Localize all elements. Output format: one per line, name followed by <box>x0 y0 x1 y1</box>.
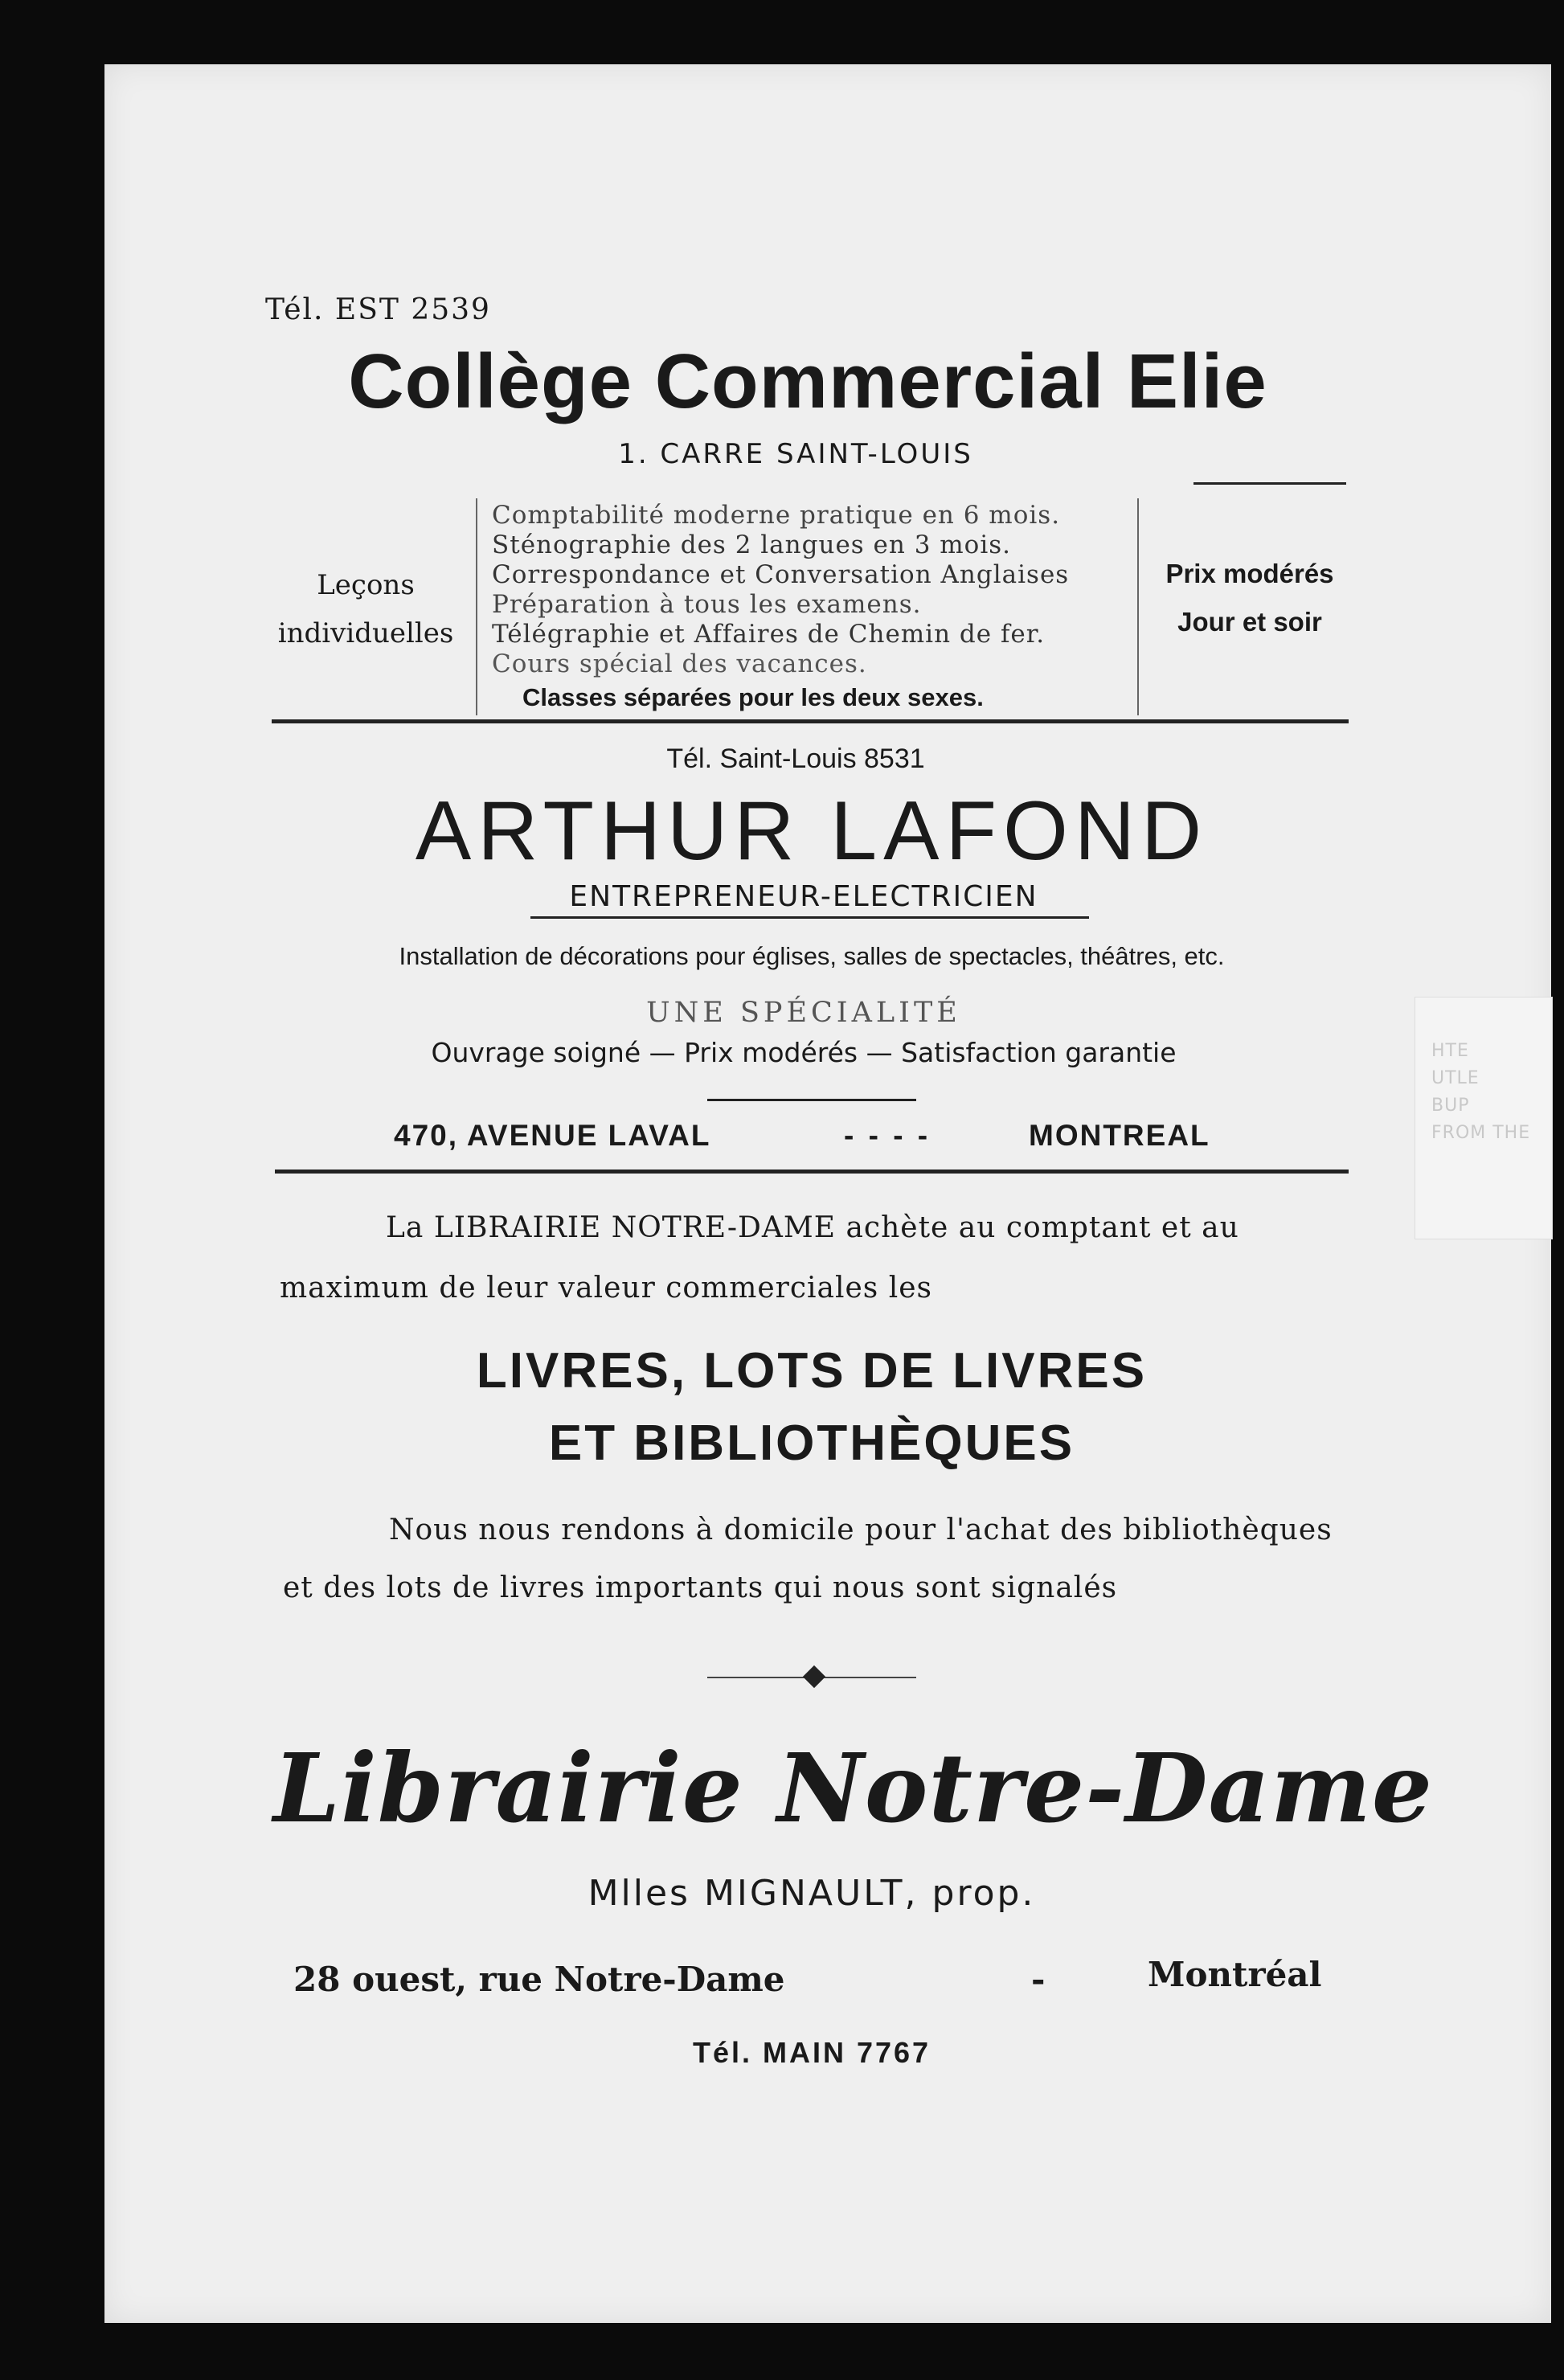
college-name: Collège Commercial Elie <box>348 338 1267 424</box>
lafond-address: 470, AVENUE LAVAL <box>394 1119 711 1152</box>
librairie-body-line1: Nous nous rendons à domicile pour l'achat des bibliothèques <box>389 1514 1333 1546</box>
librairie-tel: Tél. MAIN 7767 <box>692 2036 931 2069</box>
librairie-prop: Mlles MIGNAULT, prop. <box>588 1873 1036 1914</box>
lafond-dashes: - - - - <box>844 1119 931 1152</box>
stamp-line: HTE <box>1431 1041 1469 1061</box>
section-rule <box>275 1170 1349 1174</box>
librairie-body-line2: et des lots de livres importants qui nous sont signalés <box>283 1571 1118 1604</box>
librairie-address: 28 ouest, rue Notre-Dame <box>293 1960 785 1999</box>
librairie-name: Librairie Notre-Dame <box>273 1732 1433 1844</box>
lafond-name: ARTHUR LAFOND <box>415 784 1209 878</box>
college-left-line2: individuelles <box>277 617 454 649</box>
librairie-sep: - <box>1031 1960 1046 1999</box>
course-line: Cours spécial des vacances. <box>492 649 867 678</box>
librairie-headline1: LIVRES, LOTS DE LIVRES <box>476 1343 1148 1399</box>
short-rule <box>1193 482 1346 485</box>
course-line: Sténographie des 2 langues en 3 mois. <box>492 530 1012 559</box>
college-address: 1. CARRE SAINT-LOUIS <box>618 438 973 470</box>
column-divider <box>1137 498 1139 715</box>
college-tel: Tél. EST 2539 <box>265 293 491 326</box>
librairie-city: Montréal <box>1148 1955 1322 1994</box>
section-rule <box>272 719 1349 723</box>
faint-stamp <box>1415 997 1553 1239</box>
stamp-line: FROM THE <box>1431 1123 1531 1143</box>
college-right-line1: Prix modérés <box>1165 559 1334 588</box>
lafond-speciality: UNE SPÉCIALITÉ <box>646 997 961 1029</box>
college-left-line1: Leçons <box>317 569 415 601</box>
course-line: Correspondance et Conversation Anglaises <box>492 560 1070 589</box>
lafond-trade: ENTREPRENEUR-ELECTRICIEN <box>569 880 1038 913</box>
librairie-intro-line1: La LIBRAIRIE NOTRE-DAME achète au comptant et au <box>386 1211 1239 1244</box>
lafond-install: Installation de décorations pour églises, salles de spectacles, théâtres, etc. <box>399 942 1225 970</box>
short-rule <box>707 1099 916 1101</box>
trade-underline <box>530 916 1089 919</box>
course-line: Préparation à tous les examens. <box>492 590 922 619</box>
librairie-headline2: ET BIBLIOTHÈQUES <box>548 1415 1075 1471</box>
course-line: Télégraphie et Affaires de Chemin de fer. <box>492 620 1046 649</box>
course-line: Comptabilité moderne pratique en 6 mois. <box>492 501 1061 530</box>
column-divider <box>476 498 477 715</box>
classes-line: Classes séparées pour les deux sexes. <box>522 683 984 711</box>
librairie-intro-line2: maximum de leur valeur commerciales les <box>280 1272 933 1305</box>
stamp-line: UTLE <box>1431 1068 1480 1088</box>
page-edge <box>1551 0 1564 2380</box>
stamp-line: BUP <box>1431 1096 1470 1116</box>
lafond-tel: Tél. Saint-Louis 8531 <box>666 743 925 774</box>
college-right-line2: Jour et soir <box>1177 607 1322 637</box>
lafond-city: MONTREAL <box>1029 1119 1210 1152</box>
lafond-quality: Ouvrage soigné — Prix modérés — Satisfaction garantie <box>431 1037 1177 1068</box>
